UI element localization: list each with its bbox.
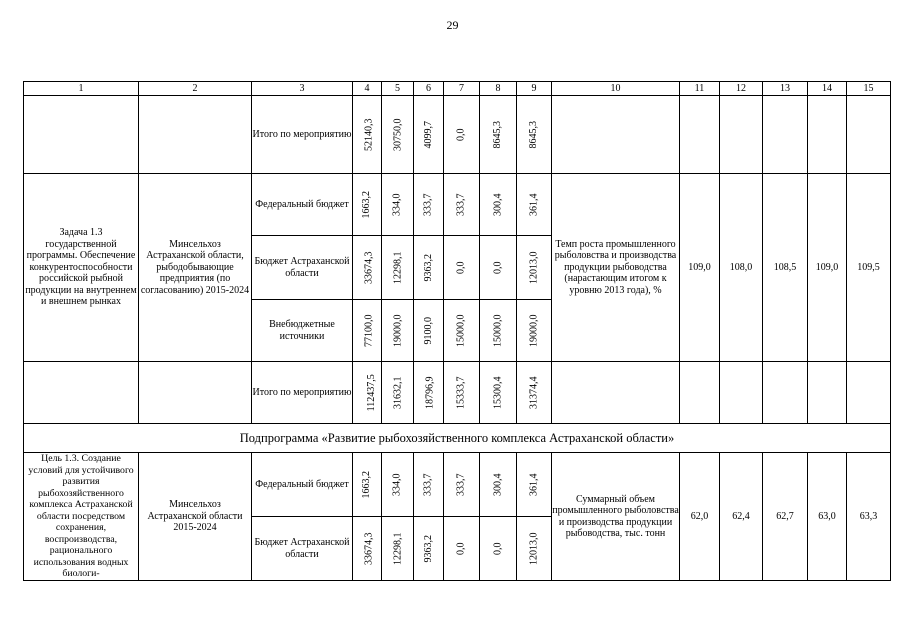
column-number: 10 bbox=[552, 82, 680, 96]
value-cell: 15000,0 bbox=[492, 314, 504, 347]
subprogram-title: Подпрограмма «Развитие рыбохозяйственного комплекса Астраханской области» bbox=[24, 424, 891, 453]
funding-source: Внебюджетные источники bbox=[252, 300, 353, 362]
target-value: 62,4 bbox=[720, 453, 763, 581]
value-cell: 52140,3 bbox=[363, 118, 375, 151]
value-cell: 300,4 bbox=[492, 193, 504, 216]
column-number: 14 bbox=[808, 82, 847, 96]
table-row bbox=[24, 453, 891, 517]
executor-cell-empty bbox=[139, 96, 252, 174]
value-cell: 12013,0 bbox=[528, 532, 540, 565]
target-value: 108,0 bbox=[720, 174, 763, 362]
value-cell: 12298,1 bbox=[392, 251, 404, 284]
target-value: 109,0 bbox=[808, 174, 847, 362]
column-number: 12 bbox=[720, 82, 763, 96]
column-number: 8 bbox=[480, 82, 517, 96]
funding-source: Бюджет Астраханской области bbox=[252, 236, 353, 300]
column-number: 3 bbox=[252, 82, 353, 96]
column-number: 11 bbox=[680, 82, 720, 96]
column-number: 9 bbox=[517, 82, 552, 96]
task-cell-empty bbox=[24, 362, 139, 424]
value-cell: 31374,4 bbox=[528, 376, 540, 409]
value-cell: 361,4 bbox=[528, 473, 540, 496]
value-cell: 12298,1 bbox=[392, 532, 404, 565]
funding-source: Федеральный бюджет bbox=[252, 453, 353, 517]
subprogram-row bbox=[24, 424, 891, 453]
target-value: 62,7 bbox=[763, 453, 808, 581]
value-cell: 333,7 bbox=[455, 193, 467, 216]
goal-description: Цель 1.3. Создание условий для устойчивого развития рыбохозяйственного комплекса Астраханской области посредством сохранения, воспроизводства, рационального использования водных биологи- bbox=[24, 453, 139, 581]
value-cell: 15333,7 bbox=[455, 376, 467, 409]
value-cell: 9363,2 bbox=[422, 534, 434, 563]
indicator-cell-empty bbox=[552, 362, 680, 424]
value-cell: 0,0 bbox=[492, 261, 504, 274]
value-cell: 8645,3 bbox=[528, 120, 540, 149]
target-value: 109,5 bbox=[847, 174, 891, 362]
executor: Минсельхоз Астраханской области 2015-2024 bbox=[139, 453, 252, 581]
value-cell: 300,4 bbox=[492, 473, 504, 496]
target-value: 62,0 bbox=[680, 453, 720, 581]
column-number: 13 bbox=[763, 82, 808, 96]
value-cell: 361,4 bbox=[528, 193, 540, 216]
funding-source: Итого по мероприятию bbox=[252, 362, 353, 424]
column-number: 4 bbox=[353, 82, 382, 96]
target-value: 108,5 bbox=[763, 174, 808, 362]
column-number: 2 bbox=[139, 82, 252, 96]
value-cell: 333,7 bbox=[455, 473, 467, 496]
funding-source: Федеральный бюджет bbox=[252, 174, 353, 236]
task-cell-empty bbox=[24, 96, 139, 174]
funding-source: Бюджет Астраханской области bbox=[252, 517, 353, 581]
value-cell: 9363,2 bbox=[422, 253, 434, 282]
value-cell: 112437,5 bbox=[365, 373, 377, 412]
value-cell: 18796,9 bbox=[424, 376, 436, 409]
value-cell: 1663,2 bbox=[361, 470, 373, 499]
executor: Минсельхоз Астраханской области, рыбодобывающие предприятия (по согласованию) 2015-2024 bbox=[139, 174, 252, 362]
target-value: 63,3 bbox=[847, 453, 891, 581]
indicator-cell-empty bbox=[552, 96, 680, 174]
indicator-description: Темп роста промышленного рыболовства и производства продукции рыбоводства (нарастающим итогом к уровню 2013 года), % bbox=[552, 174, 680, 362]
target-value: 63,0 bbox=[808, 453, 847, 581]
value-cell: 334,0 bbox=[391, 193, 403, 216]
table-row bbox=[24, 96, 891, 174]
value-cell: 334,0 bbox=[391, 473, 403, 496]
table-row bbox=[24, 362, 891, 424]
program-table bbox=[23, 81, 891, 581]
page-number: 29 bbox=[446, 18, 459, 32]
value-cell: 19000,0 bbox=[392, 314, 404, 347]
value-cell: 9100,0 bbox=[422, 316, 434, 345]
value-cell: 0,0 bbox=[455, 542, 467, 555]
value-cell: 12013,0 bbox=[528, 251, 540, 284]
value-cell: 19000,0 bbox=[528, 314, 540, 347]
column-number: 6 bbox=[414, 82, 444, 96]
indicator-description: Суммарный объем промышленного рыболовства и производства продукции рыбоводства, тыс. тонн bbox=[552, 453, 680, 581]
value-cell: 0,0 bbox=[455, 128, 467, 141]
value-cell: 8645,3 bbox=[492, 120, 504, 149]
value-cell: 30750,0 bbox=[392, 118, 404, 151]
value-cell: 1663,2 bbox=[361, 190, 373, 219]
value-cell: 15300,4 bbox=[492, 376, 504, 409]
column-number: 15 bbox=[847, 82, 891, 96]
column-number: 7 bbox=[444, 82, 480, 96]
value-cell: 77100,0 bbox=[363, 314, 375, 347]
value-cell: 333,7 bbox=[422, 193, 434, 216]
value-cell: 0,0 bbox=[455, 261, 467, 274]
target-value: 109,0 bbox=[680, 174, 720, 362]
column-number: 1 bbox=[24, 82, 139, 96]
value-cell: 31632,1 bbox=[392, 376, 404, 409]
column-number: 5 bbox=[382, 82, 414, 96]
funding-source: Итого по мероприятию bbox=[252, 96, 353, 174]
value-cell: 4099,7 bbox=[422, 120, 434, 149]
value-cell: 333,7 bbox=[422, 473, 434, 496]
task-description: Задача 1.3 государственной программы. Обеспечение конкурентоспособности российской рыбной продукции на внутреннем и внешнем рынках bbox=[24, 174, 139, 362]
value-cell: 33674,3 bbox=[363, 251, 375, 284]
table-row bbox=[24, 174, 891, 236]
value-cell: 33674,3 bbox=[363, 532, 375, 565]
header-row bbox=[24, 82, 891, 96]
value-cell: 0,0 bbox=[492, 542, 504, 555]
executor-cell-empty bbox=[139, 362, 252, 424]
value-cell: 15000,0 bbox=[455, 314, 467, 347]
